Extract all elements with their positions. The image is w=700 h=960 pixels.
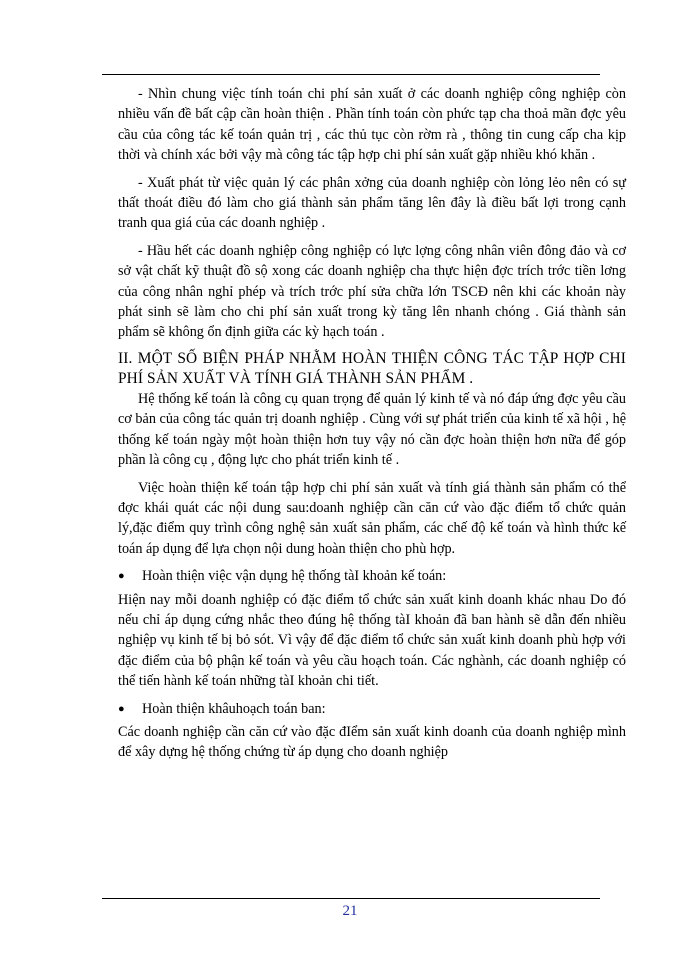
paragraph-documents-system: Các doanh nghiệp cần căn cứ vào đặc đIểm sản xuất kinh doanh của doanh nghiệp mình để xây dựng hệ thống chứng từ áp dụng cho doanh nghiệp [118, 723, 626, 761]
paragraph-general-assessment: - Nhìn chung việc tính toán chi phí sản xuất ở các doanh nghiệp công nghiệp còn nhiều vấn đề bất cập cần hoàn thiện . Phần tính toán còn phức tạp cha thoả mãn đợc yêu cầu của công tác kế toán quản trị , các thủ tục còn rờm rà , thông tin cung cấp cha kịp thời và chính xác bởi vậy mà công tác tập hợp chi phí sản xuất gặp nhiều khó khăn . [118, 86, 626, 164]
header-rule [102, 74, 600, 75]
paragraph-accounts-detail: Hiện nay mỗi doanh nghiệp có đặc điểm tổ chức sản xuất kinh doanh khác nhau Do đó nếu chỉ áp dụng cứng nhắc theo đúng hệ thống tàI khoản đã ban hành sẽ dẫn đến nhiều nghiệp vụ kinh tế bị bỏ sót. Vì vậy để đặc điểm tổ chức sản xuất kinh doanh phù hợp với đặc điểm của bộ phận kế toán và yêu cầu hoạch toán. Các nghành, các doanh nghiệp có thể tiến hành kế toán những tàI khoản chi tiết. [118, 591, 626, 690]
footer-rule [102, 898, 600, 899]
bullet-icon: ● [118, 570, 125, 583]
paragraph-accounting-system: Hệ thống kế toán là công cụ quan trọng để quản lý kinh tế và nó đáp ứng đợc yêu cầu cơ bản của công tác quản trị doanh nghiệp . Cùng với sự phát triển của kinh tế xã hội , hệ thống kế toán ngày một hoàn thiện hơn tuy vậy nó cần đợc hoàn thiện hơn nữa để góp phần là công cụ , động lực cho phát triển kinh tế . [118, 390, 626, 469]
paragraph-labor-and-assets: - Hầu hết các doanh nghiệp công nghiệp có lực lợng công nhân viên đông đảo và cơ sở vật chất kỹ thuật đồ sộ xong các doanh nghiệp cha thực hiện đợc trích trớc tiền lơng của công nhân nghỉ phép và trích trớc phí sửa chữa lớn TSCĐ nên khi các khoản này phát sinh sẽ làm cho chi phí sản xuất trong kỳ tăng lên nhanh chóng . Giá thành sản phẩm sẽ không ổn định giữa các kỳ hạch toán . [118, 242, 626, 341]
paragraph-workshop-management: - Xuất phát từ việc quản lý các phân xởng của doanh nghiệp còn lỏng lẻo nên có sự thất thoát điều đó làm cho giá thành sản phẩm tăng lên đây là điều bất lợi trong cạnh tranh qua giá của các doanh nghiệp . [118, 174, 626, 232]
bullet-icon: ● [118, 702, 125, 715]
page-body [118, 84, 626, 770]
bullet-item-accounts [118, 566, 626, 586]
bullet-text: Hoàn thiện khâuhoạch toán ban: [142, 700, 326, 717]
bullet-text: Hoàn thiện việc vận dụng hệ thống tàI khoản kế toán: [142, 568, 447, 585]
section-heading: II. MỘT SỐ BIỆN PHÁP NHẰM HOÀN THIỆN CÔNG TÁC TẬP HỢP CHI PHÍ SẢN XUẤT VÀ TÍNH GIÁ THÀNH SẢN PHẨM . [118, 349, 626, 387]
page-number: 21 [342, 903, 358, 919]
bullet-item-initial-accounting [118, 699, 626, 719]
paragraph-improvement-content: Việc hoàn thiện kế toán tập hợp chi phí sản xuất và tính giá thành sản phẩm có thể đợc khái quát các nội dung sau:doanh nghiệp cần căn cứ vào đặc điểm tổ chức quản lý,đặc điểm quy trình công nghệ sản xuất sản phẩm, các chế độ kế toán và hình thức kế toán áp dụng để lựa chọn nội dung hoàn thiện cho phù hợp. [118, 479, 626, 557]
